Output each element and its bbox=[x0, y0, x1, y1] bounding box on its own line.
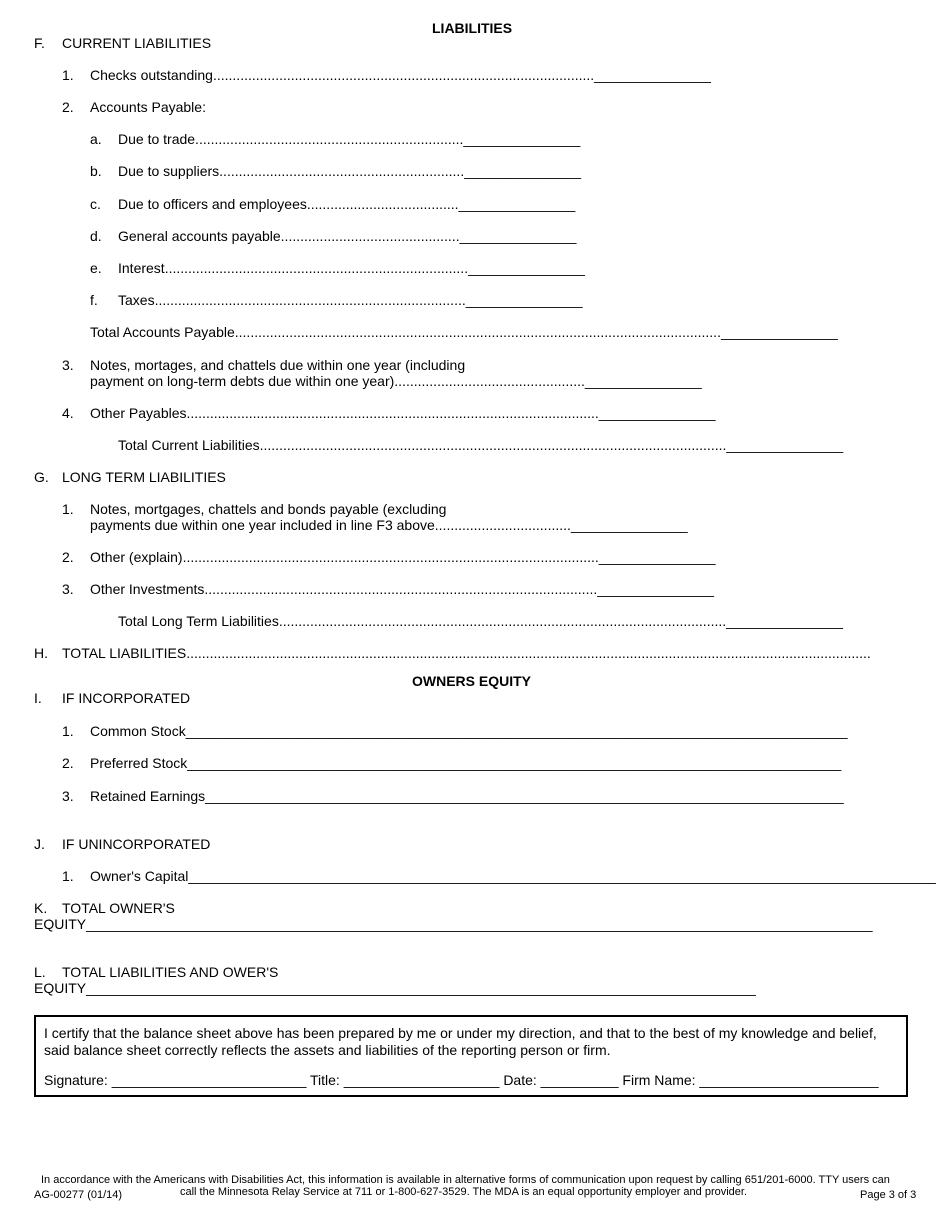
section-g-letter: G. bbox=[34, 469, 49, 485]
liabilities-heading: LIABILITIES bbox=[432, 20, 513, 36]
f4-num: 4. bbox=[62, 405, 74, 421]
g3-other-investments[interactable]: Other Investments....................................................................................................._______________ bbox=[90, 581, 715, 597]
i1-common-stock[interactable]: Common Stock_____________________________________________________________________________________ bbox=[90, 723, 848, 739]
f2a-due-to-trade[interactable]: Due to trade....................................................................._______________ bbox=[118, 131, 581, 147]
section-j-title: IF UNINCORPORATED bbox=[62, 836, 211, 852]
total-liabilities-and-equity[interactable]: EQUITY______________________________________________________________________________________ bbox=[34, 980, 756, 996]
g3-num: 3. bbox=[62, 581, 74, 597]
f2e-interest[interactable]: Interest.............................................................................._______________ bbox=[118, 260, 585, 276]
section-g-title: LONG TERM LIABILITIES bbox=[62, 469, 226, 485]
g2-other-explain[interactable]: Other (explain)..........................................................................................................._______________ bbox=[90, 549, 716, 565]
form-id: AG-00277 (01/14) bbox=[34, 1189, 123, 1201]
f1-checks-outstanding[interactable]: Checks outstanding.................................................................................................._______________ bbox=[90, 67, 711, 83]
f3-notes-line2[interactable]: payment on long-term debts due within one year)................................................._______________ bbox=[90, 373, 702, 389]
g1-num: 1. bbox=[62, 501, 74, 517]
total-accounts-payable[interactable]: Total Accounts Payable............................................................................................................................._______________ bbox=[90, 324, 838, 340]
f2-accounts-payable: Accounts Payable: bbox=[90, 99, 206, 115]
ada-notice-line2: call the Minnesota Relay Service at 711 or 1-800-627-3529. The MDA is an equal opportunity employer and provider. bbox=[180, 1186, 748, 1198]
certification-box bbox=[34, 1015, 908, 1097]
section-f-title: CURRENT LIABILITIES bbox=[62, 35, 212, 51]
f2d-num: d. bbox=[90, 228, 102, 244]
section-k-letter: K. bbox=[34, 900, 48, 916]
f2f-taxes[interactable]: Taxes................................................................................_______________ bbox=[118, 292, 583, 308]
f3-notes-line1: Notes, mortages, and chattels due within one year (including bbox=[90, 357, 466, 373]
section-h-letter: H. bbox=[34, 645, 48, 661]
certification-line1: I certify that the balance sheet above has been prepared by me or under my direction, and that to the best of my knowledge and belief, bbox=[44, 1025, 877, 1041]
ada-notice-line1: In accordance with the Americans with Disabilities Act, this information is available in alternative forms of communication upon request by calling 651/201-6000. TTY users can bbox=[41, 1174, 890, 1186]
g2-num: 2. bbox=[62, 549, 74, 565]
f2b-num: b. bbox=[90, 163, 102, 179]
i2-preferred-stock[interactable]: Preferred Stock____________________________________________________________________________________ bbox=[90, 755, 842, 771]
g1-notes-line2[interactable]: payments due within one year included in line F3 above..................................._______________ bbox=[90, 517, 688, 533]
total-liabilities[interactable]: TOTAL LIABILITIES................................................................................................................................................................................ bbox=[62, 645, 871, 661]
f2b-due-to-suppliers[interactable]: Due to suppliers..............................................................._______________ bbox=[118, 163, 582, 179]
f2-num: 2. bbox=[62, 99, 74, 115]
f1-num: 1. bbox=[62, 67, 74, 83]
f2a-num: a. bbox=[90, 131, 102, 147]
g1-notes-line1: Notes, mortgages, chattels and bonds payable (excluding bbox=[90, 501, 447, 517]
i1-num: 1. bbox=[62, 723, 74, 739]
i2-num: 2. bbox=[62, 755, 74, 771]
i3-retained-earnings[interactable]: Retained Earnings__________________________________________________________________________________ bbox=[90, 788, 844, 804]
page-number: Page 3 of 3 bbox=[860, 1189, 917, 1201]
f2f-num: f. bbox=[90, 292, 98, 308]
section-k-title: TOTAL OWNER'S bbox=[62, 900, 175, 916]
j1-owners-capital[interactable]: Owner's Capital________________________________________________________________________________________________ bbox=[90, 868, 936, 884]
signature-line[interactable]: Signature: _________________________ Title: ____________________ Date: __________ Firm Name: _______________________ bbox=[44, 1072, 879, 1088]
total-current-liabilities[interactable]: Total Current Liabilities........................................................................................................................_______________ bbox=[118, 437, 844, 453]
f4-other-payables[interactable]: Other Payables.........................................................................................................._______________ bbox=[90, 405, 716, 421]
section-l-title: TOTAL LIABILITIES AND OWER'S bbox=[62, 964, 279, 980]
section-l-letter: L. bbox=[34, 964, 46, 980]
certification-line2: said balance sheet correctly reflects the assets and liabilities of the reporting person or firm. bbox=[44, 1042, 611, 1058]
j1-num: 1. bbox=[62, 868, 74, 884]
f2e-num: e. bbox=[90, 260, 102, 276]
section-f-letter: F. bbox=[34, 35, 45, 51]
section-j-letter: J. bbox=[34, 836, 45, 852]
owners-equity-heading: OWNERS EQUITY bbox=[412, 673, 532, 689]
f2d-general-ap[interactable]: General accounts payable.............................................._______________ bbox=[118, 228, 577, 244]
section-i-letter: I. bbox=[34, 690, 42, 706]
f2c-num: c. bbox=[90, 196, 101, 212]
section-i-title: IF INCORPORATED bbox=[62, 690, 191, 706]
total-long-term-liabilities[interactable]: Total Long Term Liabilities..................................................................................................................._______________ bbox=[118, 613, 843, 629]
i3-num: 3. bbox=[62, 788, 74, 804]
f2c-due-to-officers[interactable]: Due to officers and employees......................................._______________ bbox=[118, 196, 576, 212]
f3-num: 3. bbox=[62, 357, 74, 373]
total-owners-equity[interactable]: EQUITY_____________________________________________________________________________________________________ bbox=[34, 916, 873, 932]
